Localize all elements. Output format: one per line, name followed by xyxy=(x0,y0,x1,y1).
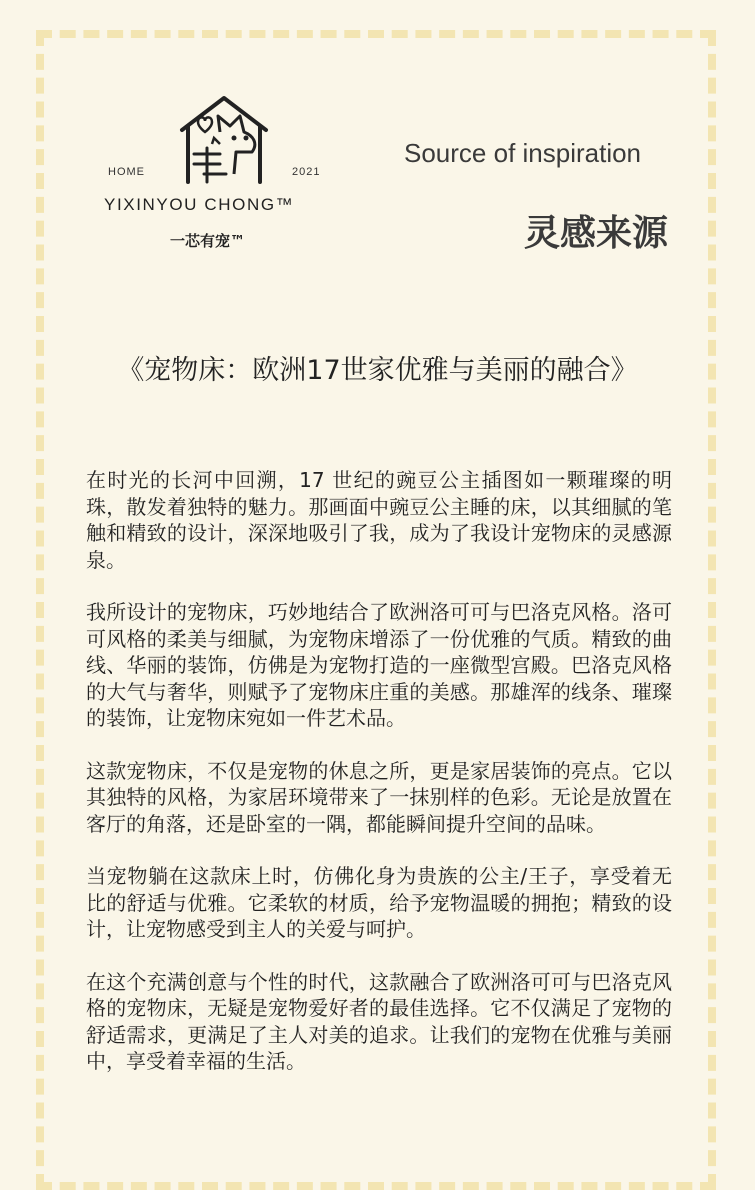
article-paragraph: 在这个充满创意与个性的时代，这款融合了欧洲洛可可与巴洛克风格的宠物床，无疑是宠物爱好者的最佳选择。它不仅满足了宠物的舒适需求，更满足了主人对美的追求。让我们的宠物在优雅与美丽中，享受着幸福的生活。 xyxy=(86,969,672,1073)
article-paragraph: 这款宠物床，不仅是宠物的休息之所，更是家居装饰的亮点。它以其独特的风格，为家居环境带来了一抹别样的色彩。无论是放置在客厅的角落，还是卧室的一隅，都能瞬间提升空间的品味。 xyxy=(86,758,672,836)
logo-home-label: HOME xyxy=(108,166,145,178)
logo-year-label: 2021 xyxy=(292,166,321,178)
article-title: 《宠物床：欧洲17世家优雅与美丽的融合》 xyxy=(117,355,638,386)
brand-logo xyxy=(104,92,330,262)
article-paragraph: 当宠物躺在这款床上时，仿佛化身为贵族的公主/王子，享受着无比的舒适与优雅。它柔软的材质，给予宠物温暖的拥抱；精致的设计，让宠物感受到主人的关爱与呵护。 xyxy=(86,864,672,941)
inspiration-english-heading: Source of inspiration xyxy=(404,138,642,168)
article-body xyxy=(86,467,672,1101)
logo-brand-english: YIXINYOU CHONG™ xyxy=(104,195,295,214)
inspiration-chinese-heading: 灵感来源 xyxy=(524,213,669,254)
article-paragraph: 在时光的长河中回溯，17 世纪的豌豆公主插图如一颗璀璨的明珠，散发着独特的魅力。那画面中豌豆公主睡的床，以其细腻的笔触和精致的设计，深深地吸引了我，成为了我设计宠物床的灵感源泉。 xyxy=(86,468,672,572)
logo-brand-chinese: 一芯有宠™ xyxy=(170,232,246,250)
article-paragraph: 我所设计的宠物床，巧妙地结合了欧洲洛可可与巴洛克风格。洛可可风格的柔美与细腻，为宠物床增添了一份优雅的气质。精致的曲线、华丽的装饰，仿佛是为宠物打造的一座微型宫殿。巴洛克风格的大气与奢华，则赋予了宠物床庄重的美感。那雄浑的线条、璀璨的装饰，让宠物床宛如一件艺术品。 xyxy=(86,600,672,730)
house-pet-icon xyxy=(174,92,274,184)
